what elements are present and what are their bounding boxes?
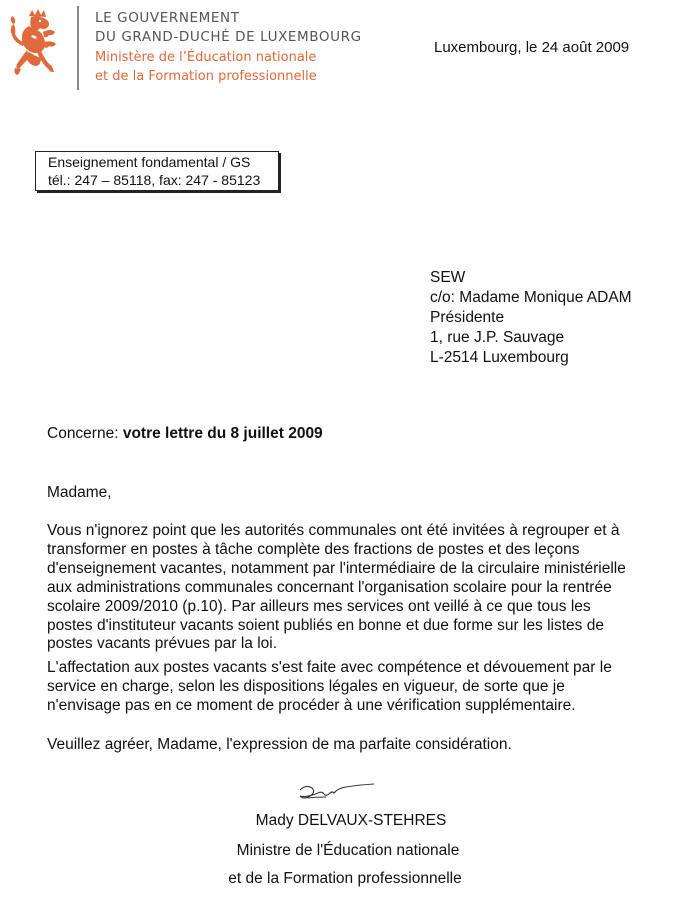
recipient-organization: SEW xyxy=(430,269,466,286)
body-line: n'envisage pas en ce moment de procéder à une vérification supplémentaire. xyxy=(47,696,576,714)
department-box xyxy=(35,151,279,191)
subject-line xyxy=(47,425,323,443)
recipient-role: Présidente xyxy=(430,309,505,326)
signatory-title-line1: Ministre de l'Éducation nationale xyxy=(236,842,460,859)
header-divider xyxy=(77,6,79,90)
signatory-title-line2: et de la Formation professionnelle xyxy=(228,870,462,887)
body-line: postes vacants prévues par la loi. xyxy=(47,635,278,653)
department-contact: tél.: 247 – 85118, fax: 247 - 85123 xyxy=(48,172,261,188)
body-line: transformer en postes à tâche complète des fractions de postes et des leçons xyxy=(47,540,580,558)
body-paragraph-2 xyxy=(47,659,612,716)
red-lion-emblem-icon xyxy=(7,6,65,86)
recipient-address xyxy=(430,268,632,368)
salutation: Madame, xyxy=(47,484,112,501)
closing-formula: Veuillez agréer, Madame, l'expression de ma parfaite considération. xyxy=(47,736,512,753)
department-name: Enseignement fondamental / GS xyxy=(48,154,251,170)
government-title-line2: DU GRAND-DUCHÉ DE LUXEMBOURG xyxy=(95,29,362,45)
ministry-name-line2: et de la Formation professionnelle xyxy=(95,69,317,84)
ministry-name-line1: Ministère de l’Éducation nationale xyxy=(95,50,317,65)
body-paragraph-1 xyxy=(47,522,626,654)
recipient-contact-person: c/o: Madame Monique ADAM xyxy=(430,289,632,306)
body-line: postes d'instituteur vacants soient publiés en bonne et due forme sur les listes de xyxy=(47,616,604,634)
recipient-street: 1, rue J.P. Sauvage xyxy=(430,329,565,346)
handwritten-signature-icon xyxy=(296,778,376,804)
body-line: scolaire 2009/2010 (p.10). Par ailleurs mes services ont veillé à ce que tous les xyxy=(47,597,591,615)
body-line: L'affectation aux postes vacants s'est faite avec compétence et dévouement par le xyxy=(47,659,612,676)
body-line: Vous n'ignorez point que les autorités communales ont été invitées à regrouper et à xyxy=(47,522,620,539)
letter-date: Luxembourg, le 24 août 2009 xyxy=(434,39,630,56)
recipient-city: L-2514 Luxembourg xyxy=(430,349,569,366)
body-line: d'enseignement vacantes, notamment par l'intermédiaire de la circulaire ministérielle xyxy=(47,559,626,577)
signatory-name: Mady DELVAUX-STEHRES xyxy=(255,812,447,829)
body-line: aux administrations communales concernant l'organisation scolaire pour la rentrée xyxy=(47,578,612,596)
subject-label: Concerne: xyxy=(47,425,123,442)
government-title-line1: LE GOUVERNEMENT xyxy=(95,10,240,26)
subject-value: votre lettre du 8 juillet 2009 xyxy=(122,425,323,442)
body-line: service en charge, selon les dispositions légales en vigueur, de sorte que je xyxy=(47,677,565,695)
